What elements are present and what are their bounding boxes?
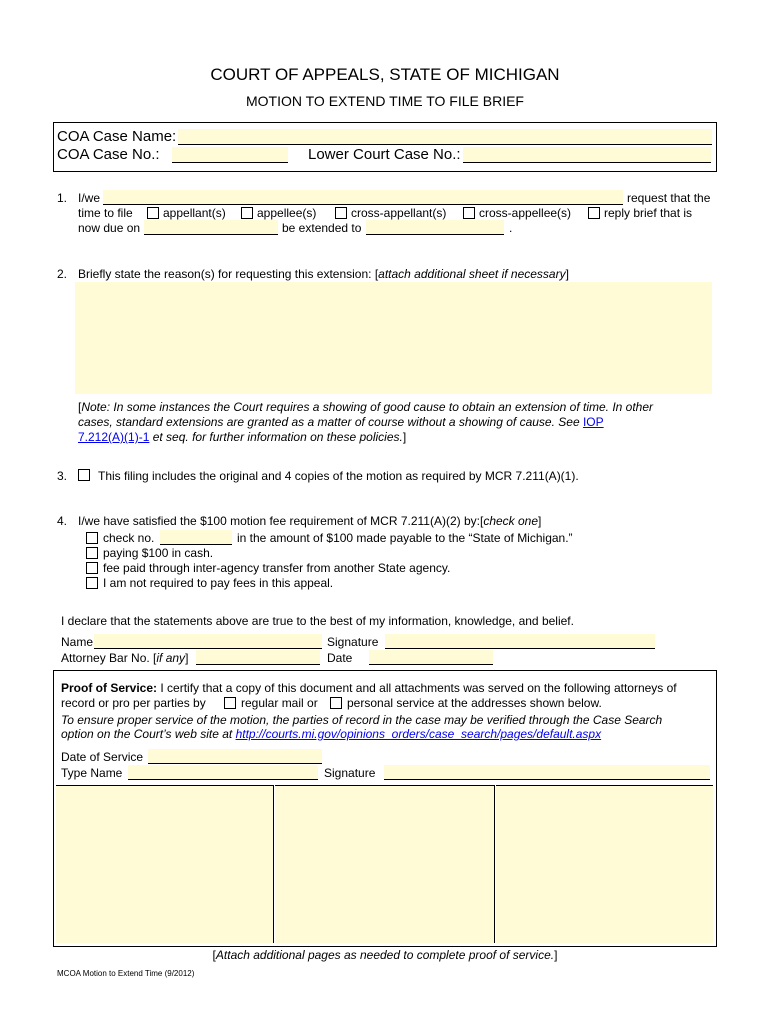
iop-link-part2[interactable]: 7.212(A)(1)-1 [78,430,150,444]
item1-iwe-label: I/we [78,191,101,205]
appellant-checkbox[interactable] [147,207,159,219]
date-label: Date [327,651,353,665]
transfer-option-label: fee paid through inter-agency transfer from another State agency. [103,561,451,575]
be-extended-to-label: be extended to [282,221,362,235]
now-due-on-field[interactable] [144,220,278,235]
reasons-field[interactable] [75,282,712,394]
check-number-field[interactable] [160,530,232,545]
bar-no-label: Attorney Bar No. [if any] [61,651,189,665]
check-no-label: check no. [103,531,155,545]
form-id: MCOA Motion to Extend Time (9/2012) [57,969,195,978]
proof-italic-line-1: To ensure proper service of the motion, the parties of record in the case may be verified through the Case Search [61,713,663,727]
note-line-2: cases, standard extensions are granted as a matter of course without a showing of cause. See IOP [78,415,604,429]
item4-text: I/we have satisfied the $100 motion fee requirement of MCR 7.211(A)(2) by:[check one] [78,514,542,528]
date-of-service-label: Date of Service [61,750,144,764]
proof-signature-field[interactable] [384,765,710,780]
personal-service-checkbox[interactable] [330,697,342,709]
attach-pages-note: [Attach additional pages as needed to complete proof of service.] [212,948,558,962]
item2-text: Briefly state the reason(s) for requesting this extension: [attach additional sheet if necessary] [78,267,569,281]
type-name-field[interactable] [128,765,318,780]
extended-to-field[interactable] [366,220,504,235]
proof-italic-line-2: option on the Court’s web site at http://courts.mi.gov/opinions_orders/case_search/pages/default.aspx [61,727,602,741]
item1-number: 1. [57,191,68,205]
cross-appellee-label: cross-appellee(s) [479,206,572,220]
signature-label: Signature [327,635,379,649]
type-name-label: Type Name [61,766,123,780]
no-fee-option-label: I am not required to pay fees in this appeal. [103,576,334,590]
note-line-1: [Note: In some instances the Court requires a showing of good cause to obtain an extension of time. In other [78,400,654,414]
reply-brief-label: reply brief that is [604,206,693,220]
appellee-label: appellee(s) [257,206,317,220]
regular-mail-checkbox[interactable] [224,697,236,709]
check-option-checkbox[interactable] [86,532,98,544]
cash-option-label: paying $100 in cash. [103,546,214,560]
coa-case-name-label: COA Case Name: [57,128,177,145]
bar-no-field[interactable] [196,650,320,665]
page-subtitle: MOTION TO EXTEND TIME TO FILE BRIEF [246,93,524,109]
note-line-3: 7.212(A)(1)-1 et seq. for further information on these policies.] [78,430,407,444]
cash-option-checkbox[interactable] [86,547,98,559]
lower-court-case-no-field[interactable] [463,147,711,163]
now-due-on-label: now due on [78,221,141,235]
item3-number: 3. [57,469,68,483]
signature-field[interactable] [385,634,655,649]
cross-appellee-checkbox[interactable] [463,207,475,219]
item3-text: This filing includes the original and 4 copies of the motion as required by MCR 7.211(A)(1). [98,469,579,483]
coa-case-no-field[interactable] [172,147,288,163]
appellee-checkbox[interactable] [241,207,253,219]
iop-link-part1[interactable]: IOP [582,415,604,429]
personal-service-label: personal service at the addresses shown below. [347,696,602,710]
original-copies-checkbox[interactable] [78,469,90,481]
transfer-option-checkbox[interactable] [86,562,98,574]
proof-line-2: record or pro per parties by [61,696,206,710]
date-field[interactable] [369,650,493,665]
item4-number: 4. [57,514,68,528]
coa-case-no-label: COA Case No.: [57,146,160,163]
appellant-label: appellant(s) [163,206,226,220]
cross-appellant-label: cross-appellant(s) [351,206,447,220]
regular-mail-label: regular mail or [241,696,318,710]
address-box-3[interactable] [496,785,713,943]
case-search-link[interactable]: http://courts.mi.gov/opinions_orders/case_search/pages/default.aspx [235,727,602,741]
address-box-2[interactable] [275,785,495,943]
proof-line-1: Proof of Service: I certify that a copy of this document and all attachments was served on the following attorneys of [61,681,677,695]
check-amount-text: in the amount of $100 made payable to the “State of Michigan.” [237,531,573,545]
reply-brief-checkbox[interactable] [588,207,600,219]
declaration-text: I declare that the statements above are true to the best of my information, knowledge, and belief. [61,614,574,628]
address-box-1[interactable] [56,785,274,943]
date-of-service-field[interactable] [148,749,322,764]
coa-case-name-field[interactable] [178,129,712,145]
cross-appellant-checkbox[interactable] [335,207,347,219]
name-label: Name [61,635,94,649]
page-title: COURT OF APPEALS, STATE OF MICHIGAN [210,65,560,84]
lower-court-case-no-label: Lower Court Case No.: [308,146,461,163]
proof-signature-label: Signature [324,766,376,780]
item1-period: . [509,221,513,235]
no-fee-option-checkbox[interactable] [86,577,98,589]
name-field[interactable] [94,634,322,649]
item1-time-to-file: time to file [78,206,133,220]
item2-number: 2. [57,267,68,281]
item1-request-text: request that the [627,191,711,205]
iwe-names-field[interactable] [103,190,623,205]
